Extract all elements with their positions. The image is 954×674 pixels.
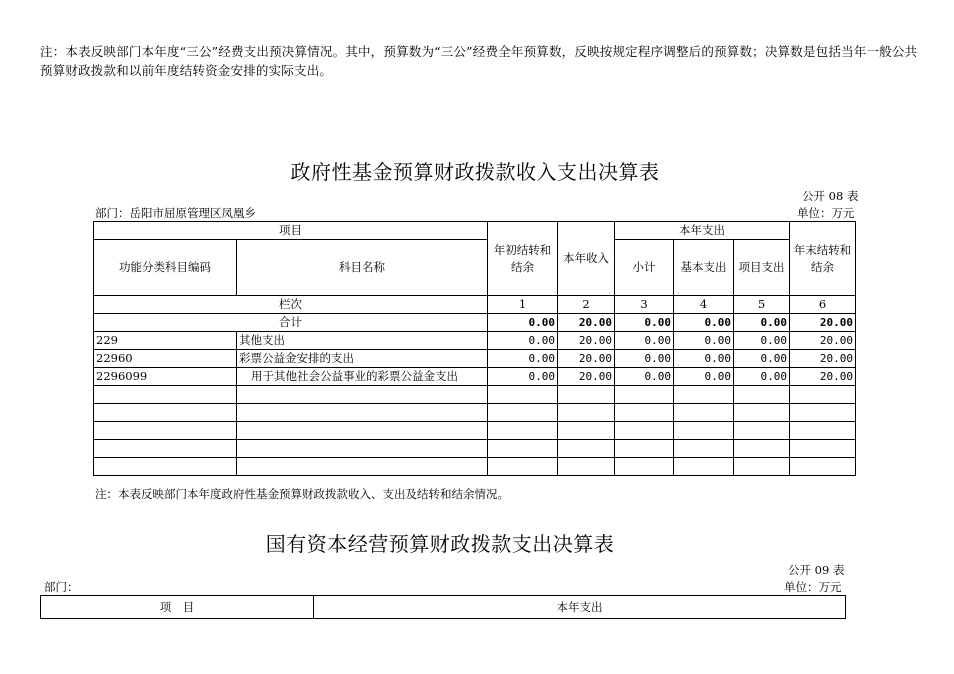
row-name: 彩票公益金安排的支出 <box>237 350 488 368</box>
table2-unit: 单位：万元 <box>784 580 842 594</box>
table2-department: 部门： <box>44 580 79 594</box>
header-subtotal: 小计 <box>615 240 674 296</box>
empty-cell <box>488 404 558 422</box>
column-number: 4 <box>674 296 734 314</box>
row-code: 229 <box>94 332 237 350</box>
empty-cell <box>790 458 856 476</box>
row-value: 20.00 <box>790 350 856 368</box>
table2-form-number: 公开 09 表 <box>788 563 845 577</box>
empty-cell <box>615 422 674 440</box>
table-row <box>94 368 856 386</box>
empty-cell <box>734 422 790 440</box>
header-project-expense: 项目支出 <box>734 240 790 296</box>
row-value: 20.00 <box>790 332 856 350</box>
empty-cell <box>734 440 790 458</box>
row-code: 22960 <box>94 350 237 368</box>
empty-table-row <box>94 404 856 422</box>
empty-cell <box>790 440 856 458</box>
header-begin-balance: 年初结转和结余 <box>488 222 558 296</box>
empty-cell <box>237 386 488 404</box>
table-row <box>94 332 856 350</box>
empty-cell <box>94 404 237 422</box>
top-note: 注：本表反映部门本年度“三公”经费支出预决算情况。其中，预算数为“三公”经费全年预算数，反映按规定程序调整后的预算数；决算数是包括当年一般公共预算财政拨款和以前年度结转资金安排的实际支出。 <box>40 44 918 78</box>
row-value: 20.00 <box>558 350 615 368</box>
empty-cell <box>558 404 615 422</box>
row-value: 0.00 <box>734 350 790 368</box>
total-row <box>94 314 856 332</box>
row-value: 0.00 <box>674 350 734 368</box>
table2-header-project: 项 目 <box>41 596 314 619</box>
total-value: 0.00 <box>674 314 734 332</box>
empty-cell <box>558 458 615 476</box>
table1-department: 部门：岳阳市屈原管理区凤凰乡 <box>95 206 256 220</box>
empty-cell <box>674 422 734 440</box>
total-value: 20.00 <box>558 314 615 332</box>
empty-cell <box>237 458 488 476</box>
table2-title: 国有资本经营预算财政拨款支出决算表 <box>265 532 615 556</box>
row-value: 0.00 <box>734 368 790 386</box>
empty-cell <box>488 458 558 476</box>
header-end-balance: 年末结转和结余 <box>790 222 856 296</box>
empty-cell <box>237 422 488 440</box>
column-number: 1 <box>488 296 558 314</box>
empty-cell <box>488 386 558 404</box>
empty-cell <box>674 404 734 422</box>
column-number: 5 <box>734 296 790 314</box>
column-number: 6 <box>790 296 856 314</box>
total-value: 0.00 <box>615 314 674 332</box>
table2-header-expense: 本年支出 <box>314 596 846 619</box>
header-income: 本年收入 <box>558 222 615 296</box>
empty-cell <box>94 386 237 404</box>
table1-form-number: 公开 08 表 <box>802 189 859 203</box>
table1-note: 注：本表反映部门本年度政府性基金预算财政拨款收入、支出及结转和结余情况。 <box>95 487 509 501</box>
empty-cell <box>558 440 615 458</box>
empty-cell <box>615 440 674 458</box>
row-value: 20.00 <box>558 332 615 350</box>
empty-cell <box>237 440 488 458</box>
empty-cell <box>674 386 734 404</box>
empty-cell <box>734 458 790 476</box>
empty-cell <box>790 386 856 404</box>
row-value: 0.00 <box>674 368 734 386</box>
empty-cell <box>734 404 790 422</box>
empty-cell <box>790 422 856 440</box>
header-subject-name: 科目名称 <box>237 240 488 296</box>
row-name: 其他支出 <box>237 332 488 350</box>
row-value: 0.00 <box>734 332 790 350</box>
empty-cell <box>615 404 674 422</box>
row-value: 20.00 <box>790 368 856 386</box>
header-func-code: 功能分类科目编码 <box>94 240 237 296</box>
empty-cell <box>488 422 558 440</box>
total-value: 0.00 <box>734 314 790 332</box>
empty-table-row <box>94 458 856 476</box>
total-label: 合计 <box>94 314 488 332</box>
row-value: 0.00 <box>615 368 674 386</box>
column-number: 3 <box>615 296 674 314</box>
empty-rows <box>94 386 856 476</box>
empty-cell <box>674 440 734 458</box>
row-value: 0.00 <box>488 368 558 386</box>
table-row <box>94 350 856 368</box>
table1-unit: 单位：万元 <box>797 206 855 220</box>
empty-cell <box>734 386 790 404</box>
row-value: 0.00 <box>615 332 674 350</box>
column-number-row <box>94 296 856 314</box>
row-value: 0.00 <box>615 350 674 368</box>
empty-cell <box>94 440 237 458</box>
table2-grid <box>40 595 846 619</box>
empty-cell <box>237 404 488 422</box>
empty-cell <box>488 440 558 458</box>
row-value: 0.00 <box>674 332 734 350</box>
empty-cell <box>615 458 674 476</box>
table1-title: 政府性基金预算财政拨款收入支出决算表 <box>290 160 660 184</box>
empty-cell <box>94 422 237 440</box>
row-name: 用于其他社会公益事业的彩票公益金支出 <box>237 368 488 386</box>
header-expense-group: 本年支出 <box>615 222 790 240</box>
empty-cell <box>94 458 237 476</box>
empty-cell <box>558 386 615 404</box>
row-code: 2296099 <box>94 368 237 386</box>
empty-table-row <box>94 422 856 440</box>
total-value: 20.00 <box>790 314 856 332</box>
header-basic: 基本支出 <box>674 240 734 296</box>
row-value: 20.00 <box>558 368 615 386</box>
row-value: 0.00 <box>488 332 558 350</box>
empty-table-row <box>94 386 856 404</box>
empty-table-row <box>94 440 856 458</box>
empty-cell <box>615 386 674 404</box>
row-value: 0.00 <box>488 350 558 368</box>
column-number-label: 栏次 <box>94 296 488 314</box>
empty-cell <box>674 458 734 476</box>
header-project: 项目 <box>94 222 488 240</box>
empty-cell <box>790 404 856 422</box>
column-number: 2 <box>558 296 615 314</box>
table1-grid <box>93 221 856 476</box>
empty-cell <box>558 422 615 440</box>
total-value: 0.00 <box>488 314 558 332</box>
